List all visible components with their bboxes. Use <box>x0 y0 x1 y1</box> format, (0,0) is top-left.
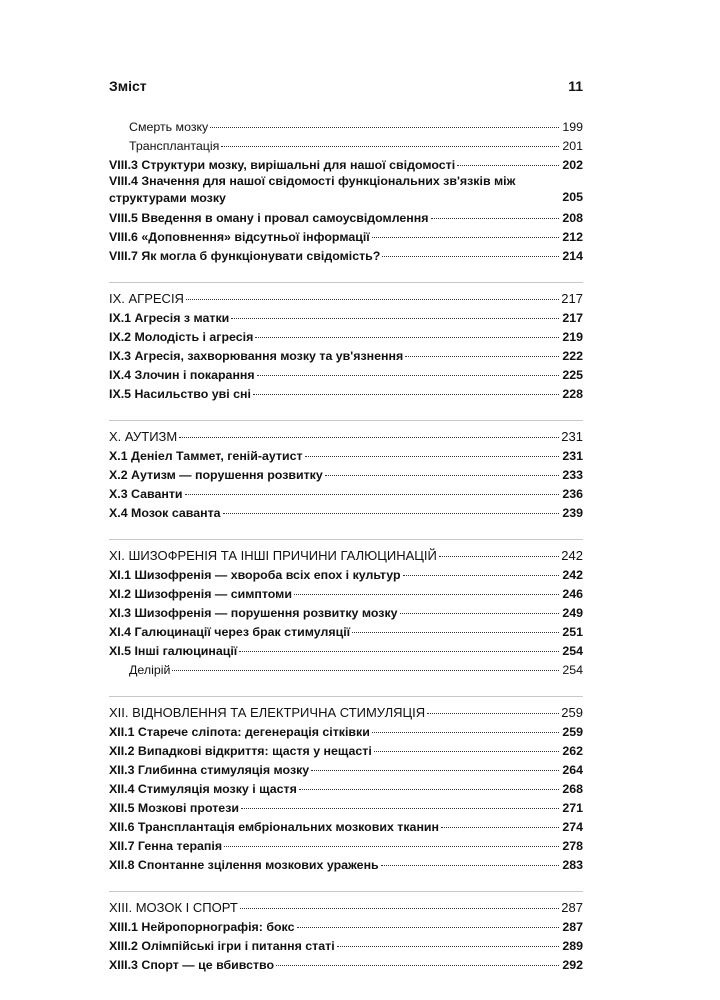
toc-entry-page: 289 <box>562 939 583 953</box>
dot-leader <box>239 637 559 652</box>
toc-entry-title: XII. ВІДНОВЛЕННЯ ТА ЕЛЕКТРИЧНА СТИМУЛЯЦІЯ <box>109 705 426 720</box>
dot-leader <box>305 442 559 457</box>
toc-entry-page: 239 <box>562 506 583 520</box>
dot-leader <box>382 242 559 257</box>
toc-entry-page: 212 <box>562 230 583 244</box>
toc-entry-title: Смерть мозку <box>129 120 209 134</box>
dot-leader <box>276 951 559 966</box>
toc-entry-page: 292 <box>562 958 583 972</box>
toc-entry-page: 222 <box>562 349 583 363</box>
dot-leader <box>185 480 559 495</box>
toc-entry-title: X.3 Саванти <box>109 487 183 501</box>
toc-entry-title: XII.3 Глибинна стимуляція мозку <box>109 763 310 777</box>
dot-leader <box>439 542 559 557</box>
dot-leader <box>210 113 559 128</box>
dot-leader <box>374 737 559 752</box>
toc-entry-page: 199 <box>562 120 583 134</box>
toc-entry-page: 214 <box>562 249 583 263</box>
toc-entry-title: VIII.4 Значення для нашої свідомості функціональних зв'язків між структурами мозку <box>109 174 516 205</box>
dot-leader <box>457 151 559 166</box>
toc-entry-page: 205 <box>562 190 583 204</box>
toc-entry-page: 219 <box>562 330 583 344</box>
toc-entry-page: 274 <box>562 820 583 834</box>
toc-entry-page: 264 <box>562 763 583 777</box>
dot-leader <box>172 656 559 671</box>
toc-entry-page: 287 <box>561 900 583 915</box>
dot-leader <box>255 323 559 338</box>
toc-entry-title: XIII.2 Олімпійські ігри і питання статі <box>109 939 335 953</box>
dot-leader <box>186 285 559 300</box>
toc-entry-title: XII.4 Стимуляція мозку і щастя <box>109 782 297 796</box>
dot-leader <box>337 932 559 947</box>
toc-entry-page: 278 <box>562 839 583 853</box>
toc-entry-sub[interactable] <box>109 659 583 678</box>
dot-leader <box>400 599 559 614</box>
chapter-divider <box>109 678 583 697</box>
toc-entry-page: 217 <box>562 311 583 325</box>
running-header <box>109 78 583 94</box>
dot-leader <box>427 699 559 714</box>
dot-leader <box>224 832 559 847</box>
toc-entry-page: 242 <box>561 548 583 563</box>
dot-leader <box>431 204 559 219</box>
chapter-divider <box>109 402 583 421</box>
dot-leader <box>257 361 559 376</box>
toc-entry-title: XII.2 Випадкові відкриття: щастя у нещасті <box>109 744 372 758</box>
dot-leader <box>241 794 559 809</box>
toc-entry-page: 254 <box>562 644 583 658</box>
toc-entry-title: IX. АГРЕСІЯ <box>109 291 184 306</box>
dot-leader <box>294 580 559 595</box>
dot-leader <box>405 342 559 357</box>
toc-entry-page: 246 <box>562 587 583 601</box>
dot-leader <box>352 618 559 633</box>
toc-entry-section[interactable] <box>109 854 583 873</box>
dot-leader <box>240 894 559 909</box>
toc-entry-title: X.1 Деніел Таммет, геній-аутист <box>109 449 303 463</box>
toc-entry-page: 208 <box>562 211 583 225</box>
chapter-divider <box>109 873 583 892</box>
toc-entry-title: XII.6 Трансплантація ембріональних мозкових тканин <box>109 820 440 834</box>
dot-leader <box>231 304 559 319</box>
chapter-divider <box>109 521 583 540</box>
toc-entry-title: IX.5 Насильство уві сні <box>109 387 251 401</box>
toc-entry-title: XIII.3 Спорт — це вбивство <box>109 958 275 972</box>
dot-leader <box>403 561 559 576</box>
toc-entry-title: VIII.3 Структури мозку, вирішальні для нашої свідомості <box>109 158 456 172</box>
toc-entry-title: VIII.7 Як могла б функціонувати свідомість? <box>109 249 381 263</box>
toc-entry-title: X.2 Аутизм — порушення розвитку <box>109 468 323 482</box>
toc-entry-page: 201 <box>562 139 583 153</box>
toc-entry-title: Делірій <box>129 663 171 677</box>
toc-entry-title: X.4 Мозок саванта <box>109 506 221 520</box>
toc-entry-page: 225 <box>562 368 583 382</box>
toc-entry-page: 251 <box>562 625 583 639</box>
toc-entry-title: XII.5 Мозкові протези <box>109 801 239 815</box>
toc-entry-title: IX.4 Злочин і покарання <box>109 368 255 382</box>
toc-entry-title: X. АУТИЗМ <box>109 429 178 444</box>
dot-leader <box>372 223 559 238</box>
toc-entry-title: XII.7 Генна терапія <box>109 839 223 853</box>
toc-entry-section[interactable] <box>109 154 583 173</box>
toc-entry-section[interactable] <box>109 954 583 973</box>
toc-entry-page: 262 <box>562 744 583 758</box>
toc-entry-page: 242 <box>562 568 583 582</box>
toc-entry-section[interactable] <box>109 502 583 521</box>
dot-leader <box>311 756 559 771</box>
toc-entry-title: IX.3 Агресія, захворювання мозку та ув'язнення <box>109 349 404 363</box>
toc-entry-title: IX.1 Агресія з матки <box>109 311 230 325</box>
toc-entry-title: XII.8 Спонтанне зцілення мозкових уражень <box>109 858 379 872</box>
toc-entry-page: 283 <box>562 858 583 872</box>
chapter-divider <box>109 264 583 283</box>
dot-leader <box>372 718 559 733</box>
toc-entry-page: 217 <box>561 291 583 306</box>
toc-entry-page: 287 <box>562 920 583 934</box>
dot-leader <box>441 813 559 828</box>
dot-leader <box>223 499 559 514</box>
toc-entry-page: 259 <box>561 705 583 720</box>
toc-entry-title: VIII.5 Введення в оману і провал самоусвідомлення <box>109 211 429 225</box>
toc-entry-title: XII.1 Старече сліпота: дегенерація сітківки <box>109 725 370 739</box>
toc-entry-title: XIII. МОЗОК І СПОРТ <box>109 900 238 915</box>
toc-entry-title: Трансплантація <box>129 139 220 153</box>
toc-entry-page: 202 <box>562 158 583 172</box>
toc-entry-page: 231 <box>561 429 583 444</box>
toc-entry-page: 231 <box>562 449 583 463</box>
toc-entry-page: 271 <box>562 801 583 815</box>
toc-entry-title: XI.3 Шизофренія — порушення розвитку мозку <box>109 606 398 620</box>
header-title: Зміст <box>109 78 147 94</box>
dot-leader <box>381 851 559 866</box>
toc-entry-title: XI.4 Галюцинації через брак стимуляції <box>109 625 351 639</box>
header-page-number: 11 <box>568 78 583 94</box>
dot-leader <box>297 913 560 928</box>
toc-entry-title: XI.1 Шизофренія — хвороба всіх епох і культур <box>109 568 401 582</box>
toc-entry-title: XI.2 Шизофренія — симптоми <box>109 587 292 601</box>
toc-entry-page: 268 <box>562 782 583 796</box>
toc-entry-section[interactable] <box>109 383 583 402</box>
toc-entry-section[interactable] <box>109 173 583 207</box>
toc-entry-title: XI. ШИЗОФРЕНІЯ ТА ІНШІ ПРИЧИНИ ГАЛЮЦИНАЦІЙ <box>109 548 437 563</box>
toc-entry-title: XI.5 Інші галюцинації <box>109 644 238 658</box>
dot-leader <box>179 423 559 438</box>
toc-entry-section[interactable] <box>109 245 583 264</box>
toc-entry-title: VIII.6 «Доповнення» відсутньої інформації <box>109 230 370 244</box>
toc-entry-title: XIII.1 Нейропорнографія: бокс <box>109 920 295 934</box>
toc-entry-page: 233 <box>562 468 583 482</box>
dot-leader <box>221 132 559 147</box>
dot-leader <box>325 461 559 476</box>
toc-entry-title: IX.2 Молодість і агресія <box>109 330 254 344</box>
toc-entry-page: 236 <box>562 487 583 501</box>
dot-leader <box>299 775 559 790</box>
toc-entry-page: 254 <box>562 663 583 677</box>
toc-entry-page: 228 <box>562 387 583 401</box>
dot-leader <box>253 380 559 395</box>
table-of-contents <box>109 116 583 973</box>
toc-entry-page: 249 <box>562 606 583 620</box>
toc-entry-page: 259 <box>562 725 583 739</box>
